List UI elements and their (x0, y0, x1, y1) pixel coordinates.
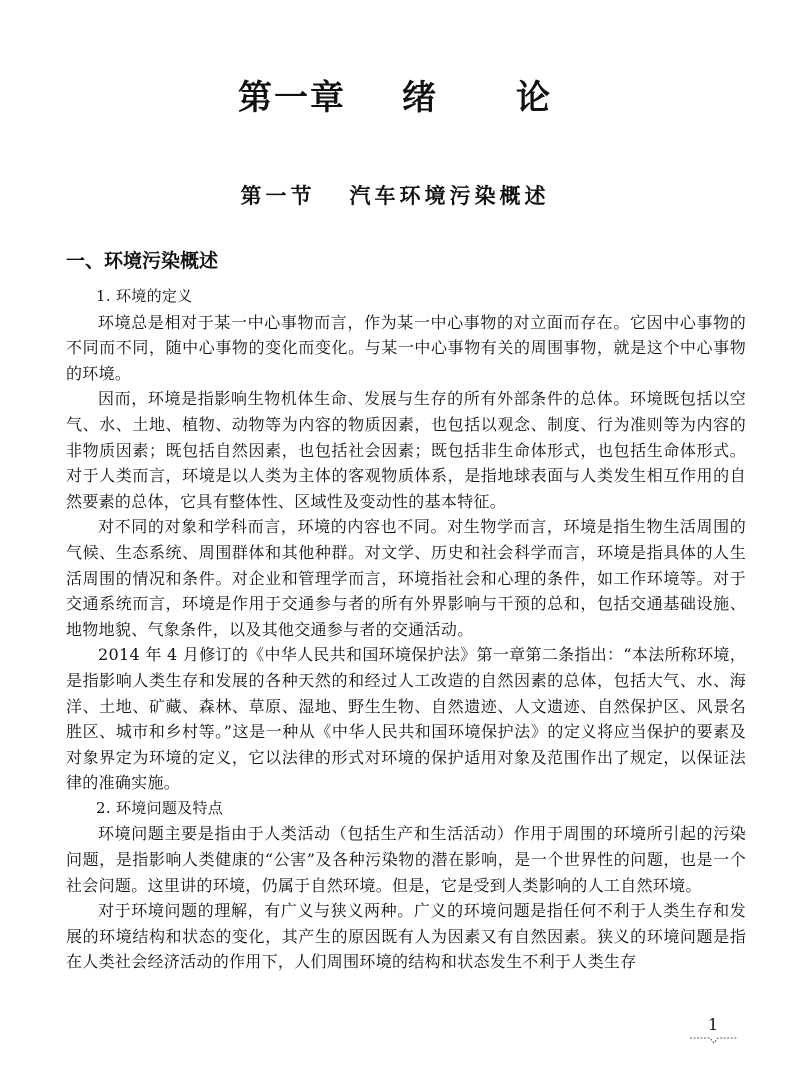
section-name: 汽车环境污染概述 (349, 184, 550, 208)
section-title (0, 180, 790, 210)
body-text (66, 284, 746, 975)
page-number-ornament (690, 1036, 738, 1044)
paragraph: 环境问题主要是指由于人类活动（包括生产和生活活动）作用于周围的环境所引起的污染问题，是指影响人类健康的“公害”及各种污染物的潜在影响，是一个世界性的问题，也是一个社会问题。这里讲的环境，仍属于自然环境。但是，它是受到人类影响的人工自然环境。 (66, 824, 746, 895)
subsection-heading: 一、环境污染概述 (66, 250, 219, 272)
chapter-prefix: 第一章 (238, 78, 346, 118)
sub-heading-1: 1. 环境的定义 (96, 287, 193, 305)
chapter-title-word2: 论 (516, 78, 552, 118)
paragraph: 对不同的对象和学科而言，环境的内容也不同。对生物学而言，环境是指生物生活周围的气候、生态系统、周围群体和其他种群。对文学、历史和社会科学而言，环境是指具体的人生活周围的情况和条件。对企业和管理学而言，环境指社会和心理的条件，如工作环境等。对于交通系统而言，环境是作用于交通参与者的所有外界影响与干预的总和，包括交通基础设施、地物地貌、气象条件，以及其他交通参与者的交通活动。 (66, 517, 746, 639)
section-prefix: 第一节 (240, 184, 316, 208)
paragraph: 环境总是相对于某一中心事物而言，作为某一中心事物的对立面而存在。它因中心事物的不同而不同，随中心事物的变化而变化。与某一中心事物有关的周围事物，就是这个中心事物的环境。 (66, 312, 746, 383)
chapter-title (0, 70, 790, 119)
paragraph: 对于环境问题的理解，有广义与狭义两种。广义的环境问题是指任何不利于人类生存和发展的环境结构和状态的变化，其产生的原因既有人为因素又有自然因素。狭义的环境问题是指在人类社会经济活动的作用下，人们周围环境的结构和状态发生不利于人类生存 (66, 901, 746, 972)
page-number: 1 (708, 1015, 719, 1034)
chapter-title-word1: 绪 (402, 78, 438, 118)
paragraph: 2014 年 4 月修订的《中华人民共和国环境保护法》第一章第二条指出：“本法所称环境，是指影响人类生存和发展的各种天然的和经过人工改造的自然因素的总体，包括大气、水、海洋、土地、矿藏、森林、草原、湿地、野生生物、自然遗迹、人文遗迹、自然保护区、风景名胜区、城市和乡村等。”这是一种从《中华人民共和国环境保护法》的定义将应当保护的要素及对象界定为环境的定义，它以法律的形式对环境的保护适用对象及范围作出了规定，以保证法律的准确实施。 (66, 645, 746, 793)
sub-heading-2: 2. 环境问题及特点 (96, 798, 224, 817)
paragraph: 因而，环境是指影响生物机体生命、发展与生存的所有外部条件的总体。环境既包括以空气、水、土地、植物、动物等为内容的物质因素，也包括以观念、制度、行为准则等为内容的非物质因素；既包括自然因素，也包括社会因素；既包括非生命体形式，也包括生命体形式。对于人类而言，环境是以人类为主体的客观物质体系，是指地球表面与人类发生相互作用的自然要素的总体，它具有整体性、区域性及变动性的基本特征。 (66, 389, 746, 511)
